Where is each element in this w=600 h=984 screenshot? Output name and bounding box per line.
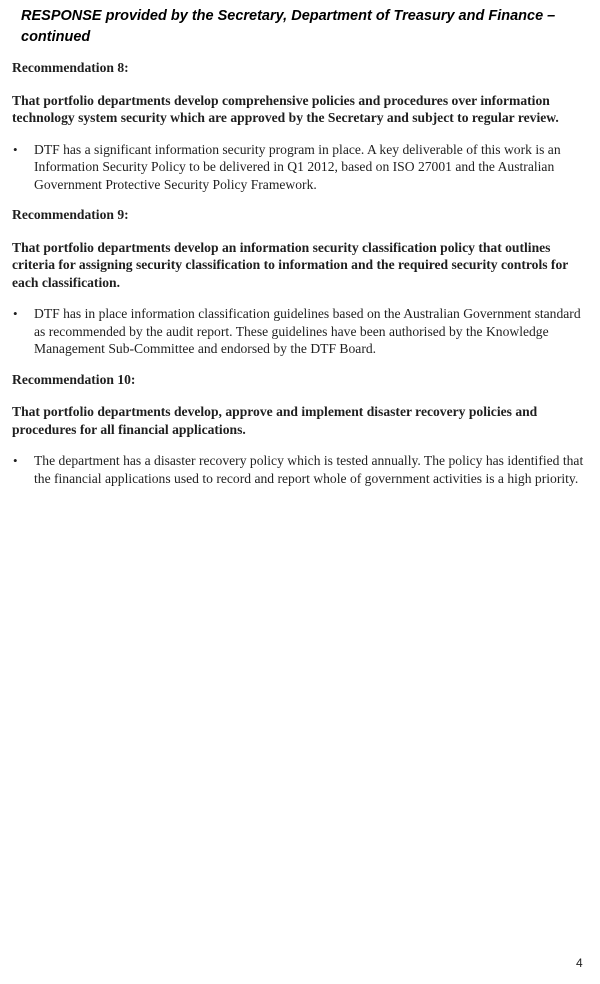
response-text: DTF has in place information classification guidelines based on the Australian Government standard as recommended by the audit report. These guidelines have been authorised by the Knowledge Management Sub-Committee and endorsed by the DTF Board. (34, 306, 581, 356)
response-bullet (12, 305, 588, 358)
page-number: 4 (576, 956, 583, 970)
recommendation-8 (12, 59, 588, 206)
response-text: DTF has a significant information security program in place. A key deliverable of this work is an Information Security Policy to be delivered in Q1 2012, based on ISO 27001 and the Australian Government Protective Security Policy Framework. (34, 141, 561, 192)
recommendation-statement: That portfolio departments develop, approve and implement disaster recovery policies and procedures for all financial applications. (12, 404, 538, 437)
response-text: The department has a disaster recovery policy which is tested annually. The policy has identified that the financial applications used to record and report whole of government activities is a high priority. (34, 453, 584, 486)
response-bullet (12, 452, 588, 487)
recommendation-statement: That portfolio departments develop comprehensive policies and procedures over information technology system security which are approved by the Secretary and subject to regular review. (12, 92, 559, 125)
bullet-icon: • (13, 306, 18, 321)
bullet-icon: • (13, 453, 18, 468)
recommendation-title: Recommendation 10: (12, 371, 136, 387)
recommendation-9 (12, 206, 588, 371)
recommendation-10 (12, 371, 588, 488)
page-heading: RESPONSE provided by the Secretary, Department of Treasury and Finance – continued (21, 8, 556, 45)
response-bullet (12, 141, 588, 194)
scanned-letter-body (12, 59, 588, 487)
recommendation-title: Recommendation 9: (12, 207, 129, 222)
recommendation-statement: That portfolio departments develop an information security classification policy that outlines criteria for assigning security classification to information and the required security controls for each classification. (12, 239, 569, 290)
recommendation-title: Recommendation 8: (12, 60, 129, 75)
bullet-icon: • (13, 141, 18, 157)
